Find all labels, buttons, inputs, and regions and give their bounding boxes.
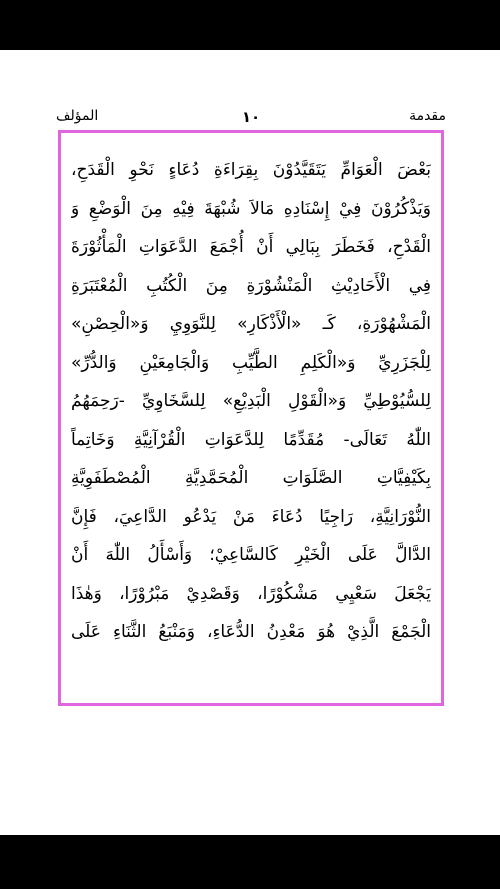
text-line: الْمَشْهُوْرَةِ، كَـ «الْأَذْكَارِ» لِلنَّوَوِيِ وَ«الْحِصْنِ» xyxy=(71,314,431,334)
text-line: بَعْضَ الْعَوَامِّ يَتَقَيَّدُوْنَ بِقِرَاءَةِ دُعَاءٍ نَحْوِ الْقَدَحِ، xyxy=(71,160,431,180)
book-page xyxy=(0,50,500,835)
body-text xyxy=(71,151,431,652)
section-title: مقدمة xyxy=(409,108,446,124)
text-line: النُّوْرَانِيَّةِ، رَاجِيًا دُعَاءَ مَنْ يَدْعُو الدَّاعِيَ، فَإِنَّ xyxy=(71,506,431,527)
text-line: الْجَمْعَ الَّذِيْ هُوَ مَعْدِنُ الدُّعَاءِ، وَمَنْبَعُ الثَّنَاءِ عَلَى xyxy=(71,622,431,642)
text-line: بِكَيْفِيَّاتِ الصَّلَوَاتِ الْمُحَمَّدِيَّةِ الْمُصْطَفَوِيَّةِ xyxy=(71,468,431,488)
text-line: اللّٰهُ تَعَالَى- مُقَدِّمًا لِلدَّعَوَاتِ الْقُرْآنِيَّةِ وَخَاتِماً xyxy=(71,429,431,450)
text-frame xyxy=(58,130,444,706)
text-line: يَجْعَلَ سَعْيِي مَشْكُوْرًا، وَقَصْدِيْ مَبْرُوْرًا، وَهٰذَا xyxy=(71,583,431,604)
author-label: المؤلف xyxy=(56,108,99,124)
text-line: وَيَذْكُرُوْنَ فِيْ إِسْنَادِهِ مَالاَ شُبْهَةَ فِيْهِ مِنَ الْوَضْعِ وَ xyxy=(71,198,431,219)
page-number: ١٠ xyxy=(241,108,261,126)
page-header xyxy=(56,108,446,130)
text-line: لِلسُّيُوْطِيِّ وَ«الْقَوْلِ الْبَدِيْعِ» لِلسَّخَاوِيِّ -رَحِمَهُمُ xyxy=(71,391,431,411)
text-line: فِي الْأَحَادِيْثِ الْمَنْشُوْرَةِ مِنَ الْكُتُبِ الْمُعْتَبَرَةِ xyxy=(71,275,431,296)
text-line: الْقَدْحِ، فَخَطَرَ بِبَالِي أَنْ أُجْمَعَ الدَّعَوَاتِ الْمَأْثُوْرَةَ xyxy=(71,237,431,257)
text-line: لِلْجَزَرِيِّ وَ«الْكَلِمِ الطَّيِّبِ وَالْجَامِعَيْنِ وَالدُّرِّ» xyxy=(71,352,431,373)
text-line: الدَّالَّ عَلَى الْخَيْرِ كَالسَّاعِيْ؛ وَأَسْأَلُ اللّٰهَ أَنْ xyxy=(71,545,431,565)
